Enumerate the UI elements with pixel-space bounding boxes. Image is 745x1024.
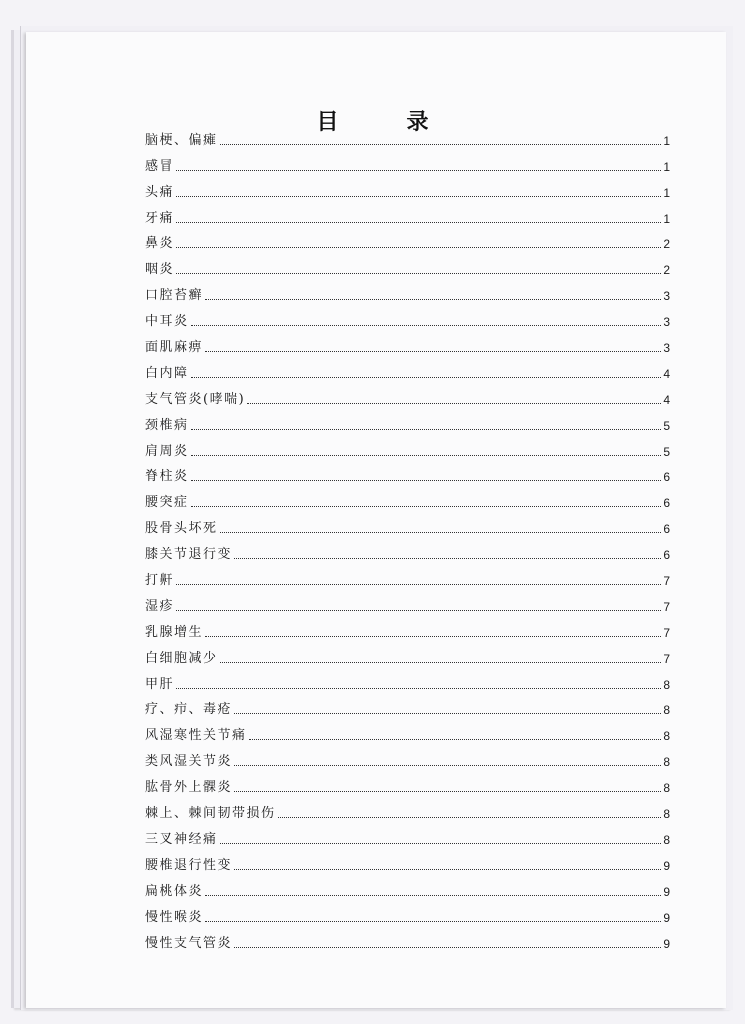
toc-entry-page-number: 1 <box>663 159 670 174</box>
toc-entry-page-number: 1 <box>663 185 670 200</box>
toc-entry-page-number: 7 <box>663 625 670 640</box>
toc-entry-page-number: 9 <box>663 884 670 899</box>
toc-dot-leader <box>191 505 662 507</box>
toc-entry-label: 肩周炎 <box>145 443 189 459</box>
toc-entry <box>145 510 670 536</box>
toc-entry-page-number: 4 <box>663 392 670 407</box>
toc-entry-label: 打鼾 <box>145 573 175 589</box>
toc-entry <box>145 251 670 277</box>
toc-dot-leader <box>205 920 661 922</box>
toc-entry-page-number: 5 <box>663 444 670 459</box>
toc-dot-leader <box>176 221 661 223</box>
toc-entry <box>145 329 670 355</box>
toc-entry <box>145 355 670 381</box>
toc-entry-label: 疗、疖、毒疮 <box>145 702 233 718</box>
toc-entry-label: 膝关节退行变 <box>145 547 233 563</box>
toc-entry <box>145 174 670 200</box>
toc-dot-leader <box>234 946 661 948</box>
toc-dot-leader <box>176 583 661 585</box>
toc-dot-leader <box>234 712 661 714</box>
toc-entry-label: 感冒 <box>145 158 175 174</box>
toc-entry-label: 扁桃体炎 <box>145 883 204 899</box>
toc-entry-page-number: 3 <box>663 315 670 330</box>
toc-entry <box>145 459 670 485</box>
toc-entry <box>145 717 670 743</box>
toc-entry-page-number: 1 <box>663 211 670 226</box>
toc-entry-label: 口腔苔癣 <box>145 288 204 304</box>
toc-entry-label: 脊柱炎 <box>145 469 189 485</box>
toc-dot-leader <box>234 764 661 766</box>
toc-dot-leader <box>220 661 662 663</box>
toc-dot-leader <box>176 195 661 197</box>
toc-entry <box>145 899 670 925</box>
toc-entry-page-number: 6 <box>663 496 670 511</box>
toc-dot-leader <box>278 816 662 818</box>
toc-entry-page-number: 3 <box>663 289 670 304</box>
toc-dot-leader <box>205 635 661 637</box>
toc-entry-page-number: 8 <box>663 677 670 692</box>
toc-entry-label: 白内障 <box>145 365 189 381</box>
toc-entry <box>145 640 670 666</box>
toc-entry <box>145 200 670 226</box>
toc-dot-leader <box>205 894 661 896</box>
toc-entry-page-number: 3 <box>663 341 670 356</box>
toc-entry <box>145 588 670 614</box>
toc-dot-leader <box>191 428 662 430</box>
toc-entry-label: 慢性喉炎 <box>145 909 204 925</box>
toc-entry-page-number: 2 <box>663 237 670 252</box>
toc-entry <box>145 122 670 148</box>
toc-entry-page-number: 9 <box>663 910 670 925</box>
toc-entry-label: 慢性支气管炎 <box>145 935 233 951</box>
toc-entry <box>145 226 670 252</box>
table-of-contents <box>145 122 670 951</box>
toc-entry <box>145 381 670 407</box>
toc-entry <box>145 614 670 640</box>
toc-entry-page-number: 8 <box>663 703 670 718</box>
toc-entry-label: 甲肝 <box>145 676 175 692</box>
toc-entry-page-number: 9 <box>663 858 670 873</box>
toc-entry-page-number: 2 <box>663 263 670 278</box>
toc-entry <box>145 873 670 899</box>
toc-entry <box>145 692 670 718</box>
toc-dot-leader <box>191 324 662 326</box>
toc-entry-label: 腰椎退行性变 <box>145 857 233 873</box>
toc-entry <box>145 743 670 769</box>
toc-entry-label: 乳腺增生 <box>145 624 204 640</box>
toc-entry-page-number: 8 <box>663 755 670 770</box>
toc-dot-leader <box>234 790 661 792</box>
toc-dot-leader <box>249 738 662 740</box>
toc-entry <box>145 925 670 951</box>
toc-entry <box>145 148 670 174</box>
toc-entry-page-number: 7 <box>663 574 670 589</box>
toc-entry-label: 腰突症 <box>145 495 189 511</box>
toc-dot-leader <box>176 687 661 689</box>
toc-dot-leader <box>234 557 661 559</box>
toc-entry-label: 咽炎 <box>145 262 175 278</box>
toc-entry-page-number: 8 <box>663 781 670 796</box>
toc-entry-label: 湿疹 <box>145 598 175 614</box>
toc-entry <box>145 277 670 303</box>
toc-entry <box>145 536 670 562</box>
toc-entry <box>145 562 670 588</box>
toc-entry-label: 类风湿关节炎 <box>145 754 233 770</box>
toc-dot-leader <box>176 169 661 171</box>
toc-entry-page-number: 7 <box>663 599 670 614</box>
toc-entry-label: 三叉神经痛 <box>145 831 218 847</box>
toc-entry-page-number: 9 <box>663 936 670 951</box>
toc-entry-page-number: 6 <box>663 548 670 563</box>
toc-dot-leader <box>247 402 661 404</box>
title-char-2: 录 <box>406 108 429 135</box>
toc-entry-page-number: 5 <box>663 418 670 433</box>
toc-entry <box>145 847 670 873</box>
toc-dot-leader <box>234 868 661 870</box>
toc-entry-label: 白细胞减少 <box>145 650 218 666</box>
toc-entry-label: 面肌麻痹 <box>145 340 204 356</box>
toc-entry-page-number: 6 <box>663 522 670 537</box>
toc-entry-label: 中耳炎 <box>145 314 189 330</box>
title-char-1: 目 <box>316 108 339 135</box>
toc-entry-page-number: 6 <box>663 470 670 485</box>
toc-dot-leader <box>176 246 661 248</box>
toc-dot-leader <box>220 531 662 533</box>
toc-dot-leader <box>176 609 661 611</box>
toc-entry <box>145 795 670 821</box>
toc-entry <box>145 433 670 459</box>
toc-entry <box>145 769 670 795</box>
toc-dot-leader <box>191 376 662 378</box>
toc-entry-label: 肱骨外上髁炎 <box>145 780 233 796</box>
toc-entry <box>145 666 670 692</box>
toc-entry <box>145 484 670 510</box>
toc-entry-page-number: 8 <box>663 807 670 822</box>
toc-dot-leader <box>176 272 661 274</box>
toc-dot-leader <box>205 298 661 300</box>
toc-entry-page-number: 1 <box>663 133 670 148</box>
toc-entry-label: 头痛 <box>145 184 175 200</box>
toc-entry-page-number: 7 <box>663 651 670 666</box>
toc-entry-label: 颈椎病 <box>145 417 189 433</box>
toc-dot-leader <box>191 479 662 481</box>
toc-entry-label: 支气管炎(哮喘) <box>145 391 246 407</box>
toc-entry <box>145 303 670 329</box>
toc-entry-label: 风湿寒性关节痛 <box>145 728 247 744</box>
toc-entry <box>145 407 670 433</box>
toc-entry-label: 棘上、棘间韧带损伤 <box>145 806 276 822</box>
toc-dot-leader <box>220 842 662 844</box>
toc-entry-page-number: 4 <box>663 366 670 381</box>
toc-dot-leader <box>220 143 662 145</box>
toc-entry-label: 牙痛 <box>145 210 175 226</box>
toc-entry-label: 鼻炎 <box>145 236 175 252</box>
toc-dot-leader <box>205 350 661 352</box>
toc-entry-label: 股骨头坏死 <box>145 521 218 537</box>
toc-entry-page-number: 8 <box>663 832 670 847</box>
toc-entry-label: 脑梗、偏瘫 <box>145 132 218 148</box>
toc-entry <box>145 821 670 847</box>
toc-entry-page-number: 8 <box>663 729 670 744</box>
toc-dot-leader <box>191 454 662 456</box>
